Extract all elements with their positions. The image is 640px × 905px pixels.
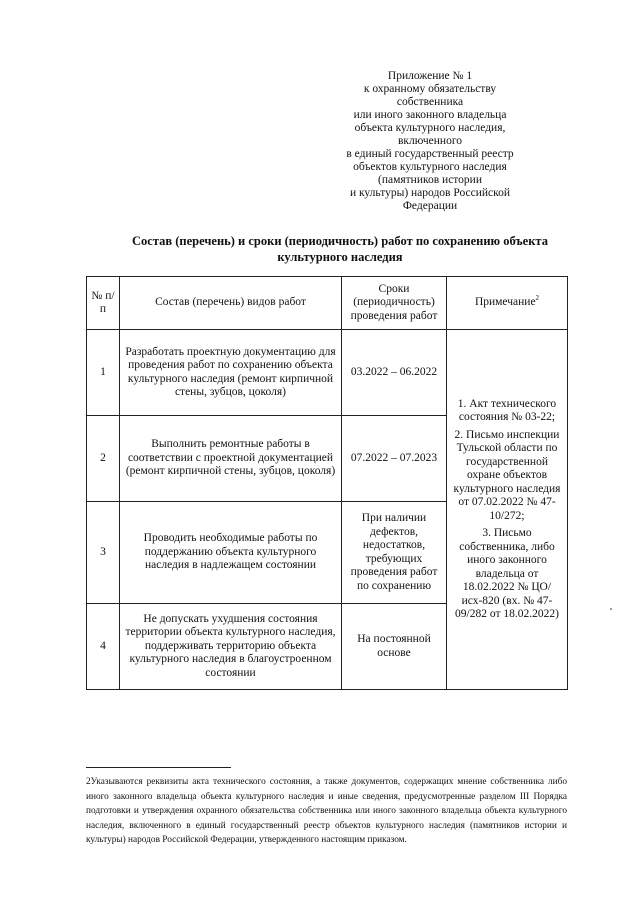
row-num: 1: [87, 330, 120, 416]
table-row: [87, 330, 568, 416]
row-terms: На постоянной основе: [342, 604, 447, 690]
note-item: 3. Письмо собственника, либо иного законного владельца от 18.02.2022 № ЦО/исх-820 (вх. № 47-09/282 от 18.02.2022): [455, 527, 559, 620]
header-works: Состав (перечень) видов работ: [120, 277, 342, 330]
header-note-label: Примечание: [474, 296, 536, 309]
header-terms: Сроки (периодичность) проведения работ: [342, 277, 447, 330]
note-item: 2. Письмо инспекции Тульской области по государственной охране объектов культурного наследия от 07.02.2022 № 47-10/272;: [453, 428, 561, 522]
row-num: 4: [87, 604, 120, 690]
footnote-divider: [86, 767, 231, 768]
footnote-ref: 2: [535, 294, 540, 303]
row-terms: При наличии дефектов, недостатков, требующих проведения работ по сохранению: [342, 502, 447, 604]
row-terms: 03.2022 – 06.2022: [342, 330, 447, 416]
header-note: [447, 277, 568, 330]
row-works: Разработать проектную документацию для проведения работ по сохранению объекта культурного наследия (ремонт кирпичной стены, зубцов, цоколя): [120, 330, 342, 416]
row-works: Не допускать ухудшения состояния территории объекта культурного наследия, поддерживать территорию объекта культурного наследия в благоустроенном состоянии: [120, 604, 342, 690]
note-item: 1. Акт технического состояния № 03-22;: [457, 397, 557, 423]
appendix-line: (памятников истории: [378, 174, 482, 186]
row-works: Проводить необходимые работы по поддержанию объекта культурного наследия в надлежащем состоянии: [120, 502, 342, 604]
table-header-row: [87, 277, 568, 330]
appendix-line: объекта культурного наследия,: [354, 122, 506, 134]
appendix-line: включенного: [397, 135, 463, 147]
row-works: Выполнить ремонтные работы в соответствии с проектной документацией (ремонт кирпичной стены, зубцов, цоколя): [120, 416, 342, 502]
row-num: 3: [87, 502, 120, 604]
appendix-line: к охранному обязательству: [363, 83, 497, 95]
appendix-line: в единый государственный реестр: [346, 148, 514, 160]
scan-speck: [610, 608, 612, 610]
notes-cell: [447, 330, 568, 690]
appendix-line: собственника: [396, 96, 464, 108]
row-num: 2: [87, 416, 120, 502]
header-num: № п/п: [87, 277, 120, 330]
document-title: Состав (перечень) и сроки (периодичность) работ по сохранению объекта культурного наследия: [132, 234, 548, 264]
footnote: 2Указываются реквизиты акта технического состояния, а также документов, содержащих мнение собственника либо иного законного владельца объекта культурного наследия и иные сведения, предусмотренные разделом III Порядка подготовки и утверждения охранного обязательства собственника или иного законного владельца объекта культурного наследия, включенного в единый государственный реестр объектов культурного наследия (памятников истории и культуры) народов Российской Федерации, утвержденного настоящим приказом.: [86, 777, 567, 845]
row-terms: 07.2022 – 07.2023: [342, 416, 447, 502]
appendix-line: Федерации: [402, 200, 458, 212]
appendix-header: [330, 70, 530, 213]
appendix-line: объектов культурного наследия: [353, 161, 507, 173]
works-table: [86, 276, 568, 690]
appendix-line: или иного законного владельца: [353, 109, 507, 121]
appendix-line: Приложение № 1: [387, 70, 473, 82]
appendix-line: и культуры) народов Российской: [349, 187, 511, 199]
